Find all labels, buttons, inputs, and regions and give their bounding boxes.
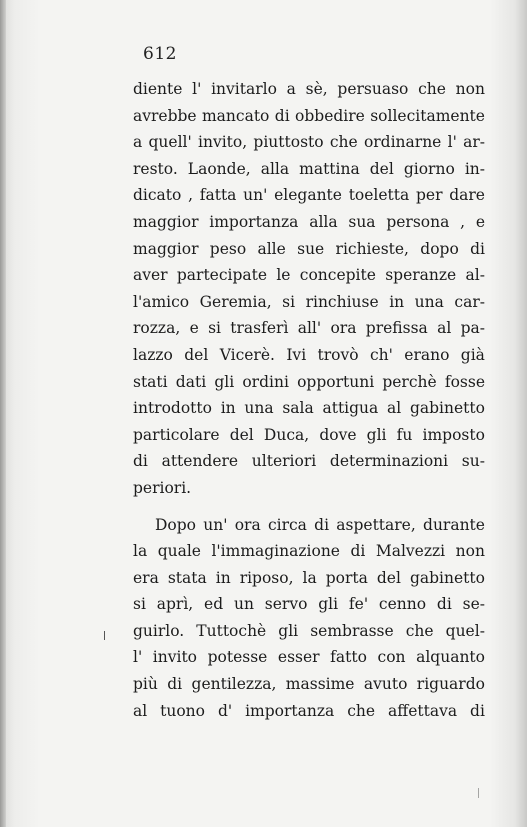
word: con [377,648,406,667]
text-line [133,289,485,316]
word: avrebbe [133,106,197,125]
word: di [274,106,290,125]
body-text [133,76,485,724]
word: in [215,568,231,587]
word: del [184,345,209,364]
print-speck [104,631,105,640]
word: attigua [322,399,379,418]
word: già [460,345,485,364]
word: aprì, [156,595,194,614]
word: gli [214,372,235,391]
word: aver [133,266,168,285]
word: a [286,80,296,98]
text-line [133,448,485,475]
word: e [189,319,199,338]
word: Laonde, [187,159,251,178]
text-line [133,644,485,671]
word: peso [209,239,247,258]
word: alle [257,239,286,258]
word: circa [267,515,307,534]
word: Duca, [263,425,310,444]
word: lazzo [133,345,173,364]
word: al [387,399,402,418]
word: maggior [133,239,199,258]
word: massime [285,675,355,694]
word: la [302,568,317,587]
word: più [133,675,158,694]
word: sue [297,239,325,258]
word: in [220,399,236,418]
word: perchè [382,372,437,391]
word: Ivi [286,345,307,364]
text-line [133,182,485,209]
word: fatto [330,648,367,667]
word: per [415,186,443,205]
word: riposo, [239,568,294,587]
page-binding-edge [0,0,6,827]
word: rozza, [133,319,181,338]
word: ed [204,595,224,614]
word: potesse [207,648,268,667]
word: una [414,292,444,311]
word: aspettare, [336,515,416,534]
word: fatta [199,186,237,205]
word: che [347,701,376,720]
word: di [470,239,485,258]
word: Geremia, [199,292,272,311]
word: sè, [305,80,328,98]
word: introdotto [133,399,212,418]
word: mattina [299,159,360,178]
word: di [133,452,148,471]
text-line [133,262,485,289]
word: invito [152,648,198,667]
word: dove [319,425,357,444]
word: l' [192,80,202,98]
word: avuto [363,675,408,694]
word: alla [260,159,290,178]
print-speck [478,788,479,798]
word: di [167,675,183,694]
text-line [133,565,485,592]
word: trovò [317,345,359,364]
word: Malvezzi [375,542,446,561]
word: un' [203,515,228,534]
word: resto. [133,159,178,178]
text-line [133,395,485,422]
word: rinchiuse [305,292,379,311]
word: periori. [133,478,192,497]
word: si [282,292,296,311]
word: gli [366,425,387,444]
word: al [133,701,148,720]
word: l' [133,648,143,667]
word: Dopo [155,515,197,534]
word: del [229,425,254,444]
text-line [133,538,485,565]
word: quell' [148,133,192,152]
word: ar- [463,133,485,152]
word: non [455,80,485,98]
word: esser [277,648,320,667]
word: Tuttochè [196,621,267,640]
word: di [470,701,485,720]
word: toeletta [348,186,410,205]
word: giorno [403,159,455,178]
text-line [133,512,485,539]
text-line [133,671,485,698]
word: ch' [369,345,393,364]
word: a [133,133,143,152]
word: determinazioni [329,452,449,471]
word: riguardo [416,675,485,694]
text-line [133,591,485,618]
word: quale [157,542,201,561]
text-line [133,315,485,342]
word: affettava [387,701,458,720]
text-line [133,475,485,502]
word: la [133,542,148,561]
word: speranze [385,266,457,285]
word: importanza [209,212,299,231]
word: un [233,595,254,614]
word: dare [449,186,485,205]
text-line [133,156,485,183]
word: e [475,212,485,231]
word: richieste, [335,239,409,258]
word: , [460,212,466,231]
word: al [437,319,452,338]
word: al- [465,266,485,285]
word: fu [396,425,413,444]
word: sua [348,212,376,231]
word: l' [447,133,457,152]
word: in [389,292,405,311]
word: sala [282,399,314,418]
word: gli [318,595,339,614]
text-line [133,209,485,236]
word: dopo [420,239,459,258]
text-line [133,618,485,645]
word: sembrasse [310,621,394,640]
word: l'immaginazione [211,542,340,561]
page-number: 612 [143,44,177,64]
text-line [133,698,485,725]
text-line [133,369,485,396]
word: gabinetto [409,399,485,418]
word: porta [325,568,368,587]
word: piuttosto [253,133,324,152]
word: ulteriori [251,452,317,471]
word: in- [464,159,485,178]
word: servo [264,595,308,614]
word: obbedire [295,106,365,125]
word: dicato [133,186,182,205]
word: che [405,621,434,640]
word: concepite [299,266,376,285]
word: fosse [444,372,485,391]
word: di [314,515,330,534]
word: pa- [460,319,485,338]
word: d' [217,701,233,720]
word: era [133,568,159,587]
word: stati [133,372,168,391]
word: trasferì [230,319,289,338]
word: alquanto [416,648,485,667]
word: elegante [274,186,342,205]
word: di [350,542,366,561]
word: gli [278,621,299,640]
word: opportuni [297,372,375,391]
word: erano [404,345,450,364]
word: guirlo. [133,621,185,640]
word: prefissa [365,319,428,338]
word: quel- [445,621,485,640]
word: attendere [161,452,239,471]
word: alla [309,212,338,231]
word: partecipate [176,266,268,285]
text-line [133,129,485,156]
word: tuono [160,701,205,720]
word: se- [462,595,485,614]
word: un' [243,186,268,205]
word: mancato [201,106,270,125]
word: durante [423,515,485,534]
word: invitarlo [211,80,277,98]
word: non [455,542,485,561]
word: su- [461,452,485,471]
word: gentilezza, [191,675,277,694]
word: particolare [133,425,220,444]
word: stata [167,568,207,587]
word: l'amico [133,292,190,311]
word: si [133,595,146,614]
word: car- [454,292,485,311]
word: ora [234,515,261,534]
text-line [133,76,485,103]
word: diente [133,80,183,98]
word: che [418,80,446,98]
word: del [376,568,401,587]
word: cenno [378,595,427,614]
word: ora [330,319,357,338]
word: all' [297,319,322,338]
word: fe' [348,595,369,614]
word: ordinarne [363,133,442,152]
word: ordini [242,372,289,391]
word: importanza [245,701,335,720]
word: del [369,159,394,178]
word: gabinetto [409,568,485,587]
word: le [276,266,291,285]
text-line [133,342,485,369]
word: si [208,319,221,338]
word: , [188,186,194,205]
word: di [436,595,452,614]
word: persuaso [337,80,409,98]
word: imposto [422,425,485,444]
word: persona [386,212,450,231]
text-line [133,103,485,130]
word: sollecitamente [370,106,485,125]
word: che [329,133,358,152]
word: invito, [198,133,248,152]
text-line [133,422,485,449]
word: Vicerè. [219,345,275,364]
word: una [244,399,274,418]
text-line [133,236,485,263]
word: dati [175,372,207,391]
word: maggior [133,212,199,231]
